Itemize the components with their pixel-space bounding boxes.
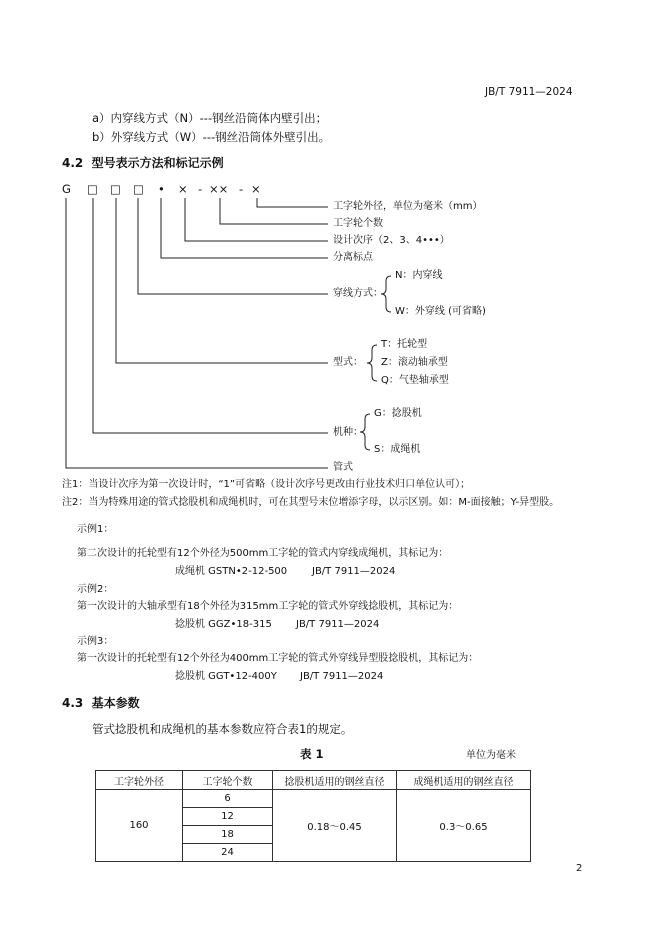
label-machine-s: S：成绳机: [374, 444, 421, 455]
list-item: b）外穿线方式（W）---钢丝沿筒体外壁引出。: [92, 130, 331, 144]
example-1-desc: 第二次设计的托轮型有12个外径为500mm工字轮的管式内穿线成绳机，其标记为：: [77, 548, 449, 559]
example-3-mark: 捻股机 GGT•12-400Y: [175, 671, 277, 682]
table-row: [96, 790, 531, 808]
label-threading: 穿线方式：: [333, 288, 383, 299]
example-2-mark: 捻股机 GGZ•18-315: [175, 619, 272, 630]
example-1-std: JB/T 7911—2024: [312, 566, 396, 577]
list-item: a）内穿线方式（N）---钢丝沿筒体内壁引出；: [92, 111, 328, 125]
example-2-desc: 第一次设计的大轴承型有18个外径为315mm工字轮的管式外穿线捻股机，其标记为：: [77, 601, 459, 612]
model-code-x-2: ×: [251, 182, 261, 196]
label-type-z: Z：滚动轴承型: [381, 357, 448, 368]
model-code-dash-1: -: [198, 182, 203, 196]
brace-type: [367, 345, 377, 381]
section-heading-4-3: [62, 697, 140, 709]
model-code-box-1: □: [87, 182, 98, 196]
label-design-order: 设计次序（2、3、4•••）: [333, 235, 450, 246]
table-caption: 表 1: [300, 747, 324, 761]
table-header-row: [96, 771, 531, 790]
parameter-table: [95, 770, 531, 862]
note-tag: 注1：: [62, 479, 89, 490]
table-header-cell: 工字轮外径: [96, 771, 183, 790]
label-separator: 分离标点: [333, 252, 373, 263]
example-1-mark: 成绳机 GSTN•2-12-500: [175, 566, 288, 577]
section-title: 基本参数: [91, 696, 140, 710]
section-number: 4.2: [62, 156, 84, 170]
table-cell-count: 6: [183, 790, 273, 808]
label-outer-dia: 工字轮外径，单位为毫米（mm）: [333, 201, 483, 212]
model-code-x-1: ×: [178, 182, 188, 196]
section-4-3-intro: 管式捻股机和成绳机的基本参数应符合表1的规定。: [92, 722, 353, 736]
label-type-q: Q：气垫轴承型: [381, 375, 449, 386]
label-tube: 管式: [333, 462, 353, 473]
table-unit: 单位为毫米: [466, 750, 516, 761]
table-cell-outer-dia: 160: [96, 790, 183, 862]
table-cell-count: 18: [183, 826, 273, 844]
label-threading-n: N：内穿线: [395, 270, 443, 281]
standard-number: JB/T 7911—2024: [485, 86, 573, 98]
model-code-g: G: [62, 182, 71, 196]
line-machine: [93, 198, 328, 433]
note-1: [62, 480, 470, 490]
line-threading: [138, 198, 328, 294]
label-count: 工字轮个数: [333, 218, 383, 229]
example-3-desc: 第一次设计的托轮型有12个外径为400mm工字轮的管式外穿线异型股捻股机，其标记为：: [77, 653, 479, 664]
table-cell-closer-range: 0.3～0.65: [397, 790, 531, 862]
line-tube: [66, 198, 328, 468]
example-2-std: JB/T 7911—2024: [296, 619, 380, 630]
note-2: [62, 498, 559, 508]
section-title: 型号表示方法和标记示例: [91, 156, 224, 170]
label-machine: 机种：: [333, 427, 363, 438]
model-code-box-3: □: [133, 182, 144, 196]
model-code-dot: •: [158, 182, 165, 196]
section-number: 4.3: [62, 696, 84, 710]
line-outer-dia: [257, 198, 328, 207]
model-code-box-2: □: [110, 182, 121, 196]
example-2-title: 示例2：: [77, 584, 114, 595]
note-text: 当为特殊用途的管式捻股机和成绳机时，可在其型号末位增添字母，以示区别。如：M-面接触；Y-异型股。: [88, 497, 560, 508]
table-cell-strander-range: 0.18～0.45: [273, 790, 397, 862]
label-type-t: T：托轮型: [381, 339, 428, 350]
note-tag: 注2：: [62, 497, 89, 508]
line-type: [116, 198, 328, 363]
table-header-cell: 成绳机适用的钢丝直径: [397, 771, 531, 790]
table-header-cell: 工字轮个数: [183, 771, 273, 790]
table-cell-count: 12: [183, 808, 273, 826]
table-cell-count: 24: [183, 844, 273, 862]
page-number: 2: [576, 863, 583, 874]
model-code-dash-2: -: [239, 182, 244, 196]
label-threading-w: W：外穿线 (可省略): [395, 306, 486, 317]
note-text: 当设计次序为第一次设计时，“1”可省略（设计次序号更改由行业技术归口单位认可）；: [88, 479, 471, 490]
model-code-xx: ××: [209, 182, 229, 196]
line-count: [220, 198, 328, 224]
label-machine-g: G：捻股机: [374, 408, 422, 419]
label-type: 型式：: [333, 357, 363, 368]
table-header-cell: 捻股机适用的钢丝直径: [273, 771, 397, 790]
example-3-std: JB/T 7911—2024: [300, 671, 384, 682]
example-3-title: 示例3：: [77, 636, 114, 647]
example-1-title: 示例1：: [77, 524, 114, 535]
